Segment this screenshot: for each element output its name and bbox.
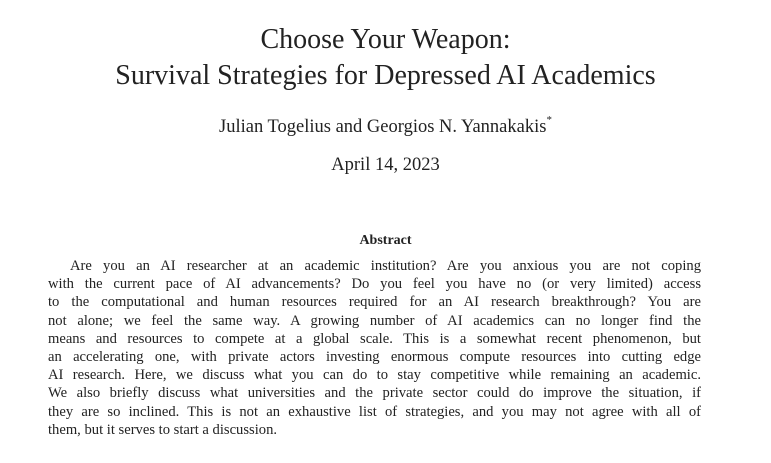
abstract-line: with the current pace of AI advancements? Do you feel you have no (or very limited) access xyxy=(48,276,701,293)
abstract-line: to the computational and human resources required for an AI research breakthrough? You are xyxy=(48,294,701,311)
abstract-heading: Abstract xyxy=(359,233,412,248)
abstract-line: AI research. Here, we discuss what you can do to stay competitive while remaining an academic. xyxy=(48,367,701,384)
abstract-line: not alone; we feel the same way. A growing number of AI academics can no longer find the xyxy=(48,312,701,329)
paper-date: April 14, 2023 xyxy=(331,155,440,175)
abstract-line: them, but it serves to start a discussion. xyxy=(48,421,278,438)
paper-title-line-2: Survival Strategies for Depressed AI Academics xyxy=(115,60,656,91)
abstract-line: they are so inclined. This is not an exhaustive list of strategies, and you may not agree with all of xyxy=(48,403,701,420)
abstract-line: Are you an AI researcher at an academic institution? Are you anxious you are not coping xyxy=(70,258,701,274)
abstract-body xyxy=(48,257,701,439)
abstract-line: We also briefly discuss what universities and the private sector could do improve the situation, if xyxy=(48,385,701,402)
author-names: Julian Togelius and Georgios N. Yannakakis xyxy=(219,117,547,138)
paper-title-line-1: Choose Your Weapon: xyxy=(260,24,511,55)
abstract-line: means and resources to compete at a global scale. This is a somewhat recent phenomenon, but xyxy=(48,330,701,347)
paper-authors xyxy=(0,116,771,138)
author-footnote-mark: * xyxy=(546,114,552,126)
abstract-line: an accelerating one, with private actors investing enormous compute resources into cutting edge xyxy=(48,348,701,365)
